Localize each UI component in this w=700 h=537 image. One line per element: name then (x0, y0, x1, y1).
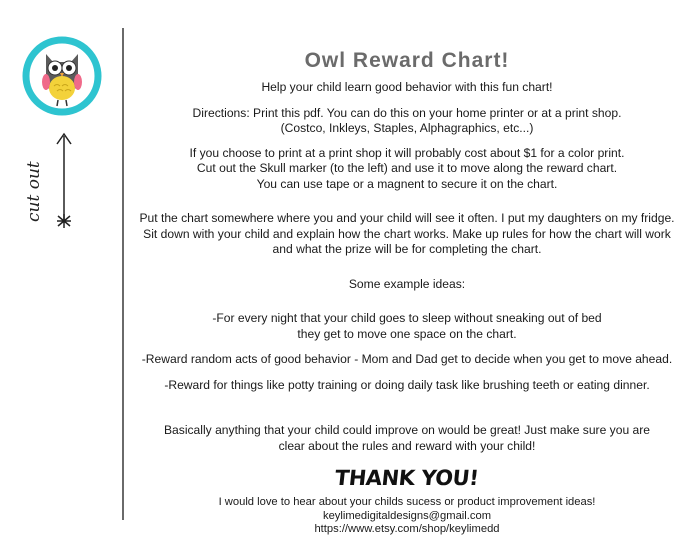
printing-line: You can use tape or a magnent to secure it on the chart. (256, 176, 558, 191)
marker-panel (0, 0, 122, 533)
instructions-body (135, 48, 679, 537)
owl-marker-icon (22, 36, 102, 116)
vertical-divider (122, 28, 124, 520)
usage-line: Sit down with your child and explain how the chart works. Make up rules for how the chart will work (143, 226, 671, 241)
closing-line: Basically anything that your child could improve on would be great! Just make sure you are (163, 423, 651, 437)
footer-email: keylimedigitaldesigns@gmail.com (322, 509, 492, 522)
footer-url: https://www.etsy.com/shop/keylimedd (314, 523, 500, 535)
directions-line: (Costco, Inkleys, Staples, Alphagraphics, etc...) (280, 121, 534, 135)
usage-line: Put the chart somewhere where you and your child will see it often. I put my daughters on my fridge. (139, 211, 675, 225)
printing-line: If you choose to print at a print shop it will probably cost about $1 for a color print. (189, 145, 625, 160)
cut-arrow-icon (52, 130, 76, 230)
intro-text: Help your child learn good behavior with this fun chart! (261, 80, 553, 94)
footer-note: I would love to hear about your childs sucess or product improvement ideas! (218, 496, 596, 508)
examples-heading: Some example ideas: (348, 276, 466, 291)
example-item: -Reward for things like potty training or doing daily task like brushing teeth or eating dinner. (164, 377, 650, 392)
example-item: -For every night that your child goes to sleep without sneaking out of bed (212, 311, 602, 325)
printing-line: Cut out the Skull marker (to the left) and use it to move along the reward chart. (196, 161, 618, 175)
example-item: they get to move one space on the chart. (297, 326, 517, 341)
cut-out-label: cut out (24, 161, 44, 222)
closing-line: clear about the rules and reward with your child! (278, 438, 536, 453)
usage-line: and what the prize will be for completing the chart. (272, 242, 542, 256)
example-item: -Reward random acts of good behavior - Mom and Dad get to decide when you get to move ahead. (141, 352, 673, 366)
page-title: Owl Reward Chart! (304, 49, 510, 72)
directions-line: Directions: Print this pdf. You can do this on your home printer or at a print shop. (192, 105, 622, 120)
thank-you-heading: THANK YOU! (334, 466, 480, 490)
